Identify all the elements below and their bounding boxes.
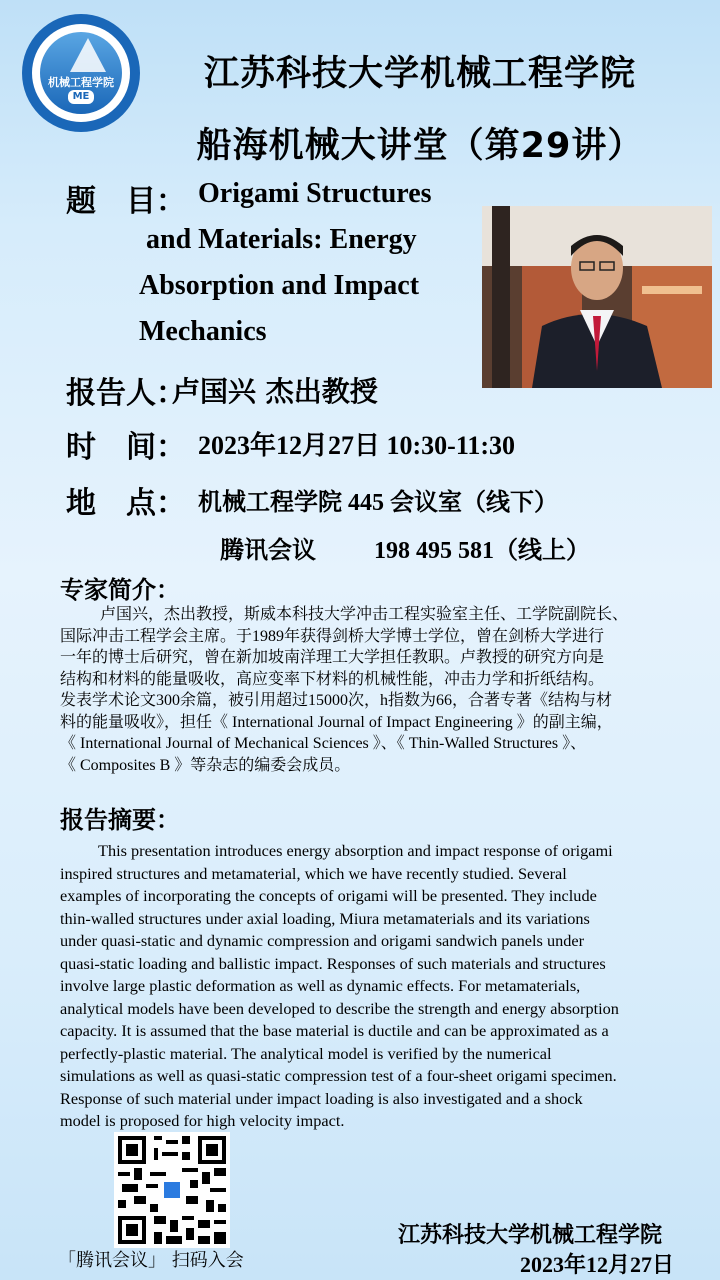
abstract-line: under quasi-static and dynamic compression and origami sandwich panels under [60, 931, 585, 950]
bio-line: 料的能量吸收》，担任《 International Journal of Impact Engineering 》的副主编， [60, 713, 613, 731]
footer-date: 2023年12月27日 [520, 1252, 675, 1277]
logo-text: 机械工程学院 [48, 76, 114, 89]
abstract-line: capacity. It is assumed that the base material is ductile and can be approximated as a [60, 1021, 609, 1040]
topic-line-2: and Materials: Energy [146, 224, 417, 255]
bio-heading: 专家简介： [60, 576, 180, 604]
abstract-line: perfectly-plastic material. The analytical model is verified by the numerical [60, 1043, 552, 1063]
place-online-id: 198 495 581（线上） [374, 538, 590, 564]
place-offline: 机械工程学院 445 会议室（线下） [198, 490, 558, 516]
speaker-name: 卢国兴 杰出教授 [172, 375, 378, 408]
bio-line: 发表学术论文300余篇，被引用超过15000次，h指数为66，合著专著《结构与材 [60, 692, 613, 709]
footer-org: 江苏科技大学机械工程学院 [398, 1222, 663, 1247]
time-label: 时 间： [66, 430, 186, 465]
abstract-line: thin-walled structures under axial loading, Miura metamaterials and its variations [60, 908, 590, 928]
bio-line: 《 International Journal of Mechanical Sciences 》、《 Thin-Walled Structures 》、 [60, 735, 587, 752]
sail-icon [70, 38, 106, 72]
bio-line: 一年的博士后研究，曾在新加坡南洋理工大学担任教职。卢教授的研究方向是 [60, 649, 605, 666]
bio-line: 卢国兴，杰出教授，斯威本科技大学冲击工程实验室主任、工学院副院长、 [100, 606, 629, 623]
speaker-photo [482, 206, 712, 388]
abstract-line: involve large plastic deformation as well as dynamic effects. For metamaterials, [60, 976, 581, 995]
abstract-line: Response of such material under impact loading is also investigated and a shock [60, 1088, 583, 1108]
place-online-label: 腾讯会议 [220, 538, 316, 564]
logo-abbr: ME [68, 90, 94, 104]
qr-caption: 「腾讯会议」 扫码入会 [58, 1250, 244, 1271]
page-title: 江苏科技大学机械工程学院 [203, 54, 636, 94]
topic-label: 题 目： [66, 184, 186, 219]
time-value: 2023年12月27日 10:30-11:30 [198, 431, 516, 460]
abstract-line: inspired structures and metamaterial, which we have recently studied. Several [60, 863, 567, 883]
abstract-line: quasi-static loading and ballistic impact. Responses of such materials and structures [60, 953, 606, 973]
bio-paragraph [60, 604, 710, 776]
abstract-heading: 报告摘要： [60, 806, 180, 834]
bio-line: 国际冲击工程学会主席。于1989年获得剑桥大学博士学位，曾在剑桥大学进行 [60, 627, 605, 645]
bio-line: 结构和材料的能量吸收，高应变率下材料的机械性能，冲击力学和折纸结构。 [60, 670, 605, 688]
abstract-line: simulations as well as quasi-static compression test of a four-sheet origami specimen. [60, 1066, 617, 1085]
abstract-line: model is proposed for high velocity impact. [60, 1111, 345, 1130]
speaker-label: 报告人： [66, 376, 186, 411]
topic-line-4: Mechanics [139, 316, 267, 347]
qr-code[interactable] [114, 1132, 230, 1248]
place-label: 地 点： [66, 486, 186, 521]
school-logo [22, 14, 140, 132]
abstract-line: This presentation introduces energy absorption and impact response of origami [98, 841, 613, 860]
abstract-paragraph [60, 840, 704, 1133]
bio-line: 《 Composites B 》等杂志的编委会成员。 [60, 756, 351, 774]
topic-line-1: Origami Structures [198, 178, 432, 209]
abstract-line: analytical models have been developed to describe the strength and energy absorption [60, 998, 619, 1018]
topic-line-3: Absorption and Impact [139, 270, 420, 301]
abstract-line: examples of incorporating the concepts of origami will be presented. They include [60, 886, 597, 905]
page-subtitle: 船海机械大讲堂（第29讲） [196, 126, 644, 166]
